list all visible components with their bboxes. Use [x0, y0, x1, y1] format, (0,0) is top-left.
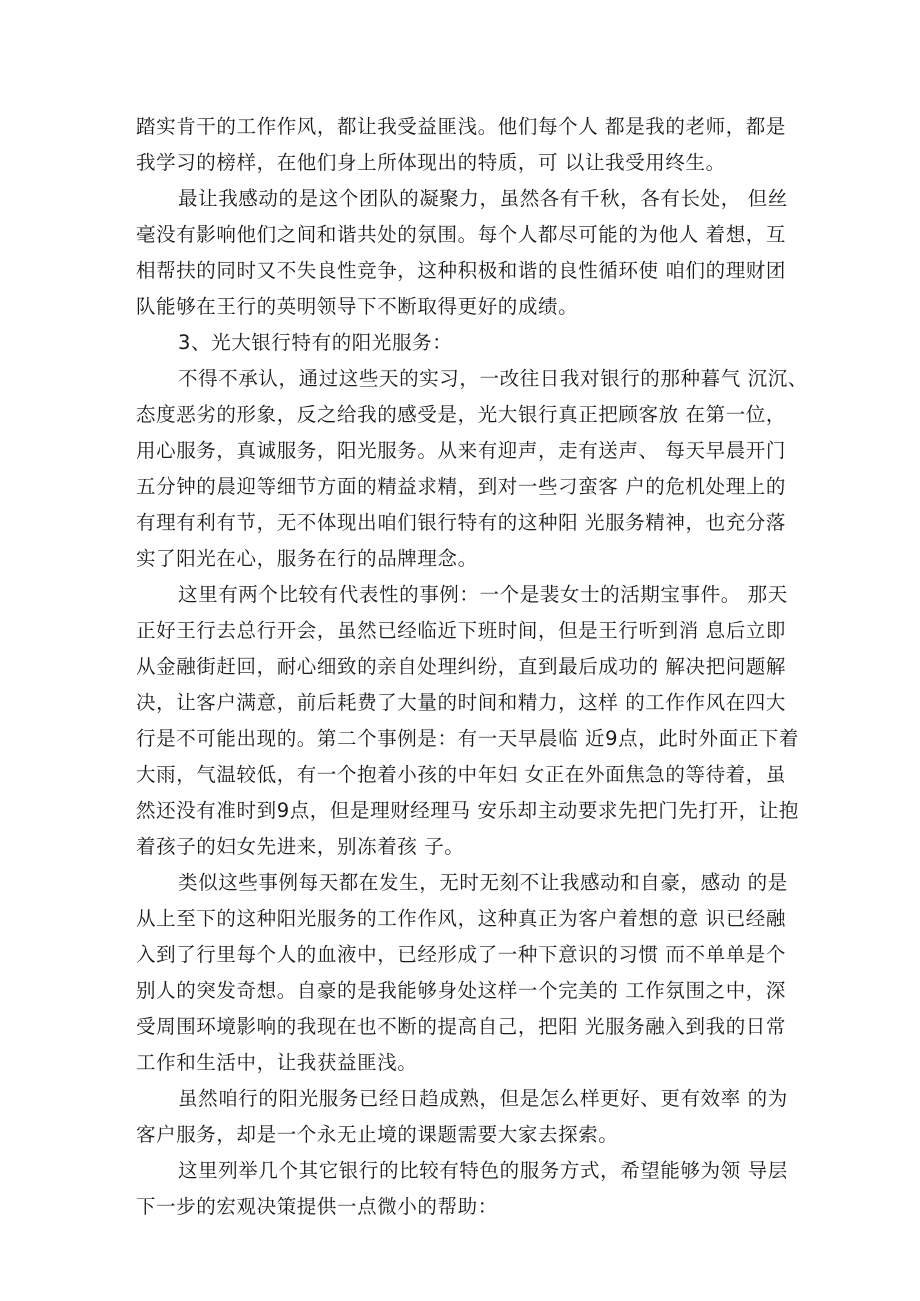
- text-line: 从金融街赶回，耐心细致的亲自处理纠纷，直到最后成功的 解决把问题解: [136, 655, 786, 678]
- text-line: 态度恶劣的形象，反之给我的感受是，光大银行真正把顾客放 在第一位，: [136, 403, 786, 426]
- text-line: 下一步的宏观决策提供一点微小的帮助：: [136, 1195, 498, 1218]
- text-line: 行是不可能出现的。第二个事例是：有一天早晨临 近9点，此时外面正下着: [136, 727, 800, 750]
- text-line: 入到了行里每个人的血液中，已经形成了一种下意识的习惯 而不单单是个: [136, 943, 786, 966]
- text-line: 五分钟的晨迎等细节方面的精益求精，到对一些刁蛮客 户的危机处理上的: [136, 475, 786, 498]
- text-line: 大雨，气温较低，有一个抱着小孩的中年妇 女正在外面焦急的等待着，虽: [136, 763, 786, 786]
- text-line: 工作和生活中，让我获益匪浅。: [136, 1051, 418, 1074]
- text-line: 不得不承认，通过这些天的实习，一改往日我对银行的那种暮气 沉沉、: [178, 367, 808, 390]
- text-line: 着孩子的妇女先进来，别冻着孩 子。: [136, 835, 465, 858]
- text-line: 相帮扶的同时又不失良性竞争，这种积极和谐的良性循环使 咱们的理财团: [136, 259, 786, 282]
- text-line: 类似这些事例每天都在发生，无时无刻不让我感动和自豪，感动 的是: [178, 871, 788, 894]
- text-line: 从上至下的这种阳光服务的工作作风，这种真正为客户着想的意 识已经融: [136, 907, 786, 930]
- text-line: 这里有两个比较有代表性的事例：一个是裴女士的活期宝事件。 那天: [178, 583, 788, 606]
- text-line: 踏实肯干的工作作风，都让我受益匪浅。他们每个人 都是我的老师，都是: [136, 115, 786, 138]
- text-line: 决，让客户满意，前后耗费了大量的时间和精力，这样 的工作作风在四大: [136, 691, 786, 714]
- text-line: 用心服务，真诚服务，阳光服务。从来有迎声，走有送声、 每天早晨开门: [136, 439, 786, 462]
- text-line: 我学习的榜样，在他们身上所体现出的特质，可 以让我受用终生。: [136, 151, 726, 174]
- text-line: 有理有利有节，无不体现出咱们银行特有的这种阳 光服务精神，也充分落: [136, 511, 786, 534]
- text-line: 正好王行去总行开会，虽然已经临近下班时间，但是王行听到消 息后立即: [136, 619, 786, 642]
- text-line: 毫没有影响他们之间和谐共处的氛围。每个人都尽可能的为他人 着想，互: [136, 223, 786, 246]
- text-line: 然还没有准时到9点，但是理财经理马 安乐却主动要求先把门先打开，让抱: [136, 799, 800, 822]
- text-line: 这里列举几个其它银行的比较有特色的服务方式，希望能够为领 导层: [178, 1159, 788, 1182]
- text-line: 客户服务，却是一个永无止境的课题需要大家去探索。: [136, 1123, 619, 1146]
- text-line: 虽然咱行的阳光服务已经日趋成熟，但是怎么样更好、更有效率 的为: [178, 1087, 788, 1110]
- text-line: 最让我感动的是这个团队的凝聚力，虽然各有千秋，各有长处， 但丝: [178, 187, 788, 210]
- text-line: 别人的突发奇想。自豪的是我能够身处这样一个完美的 工作氛围之中，深: [136, 979, 786, 1002]
- text-line: 受周围环境影响的我现在也不断的提高自己，把阳 光服务融入到我的日常: [136, 1015, 786, 1038]
- text-line: 队能够在王行的英明领导下不断取得更好的成绩。: [136, 295, 579, 318]
- text-line: 实了阳光在心，服务在行的品牌理念。: [136, 547, 478, 570]
- section-heading: 3、光大银行特有的阳光服务：: [178, 331, 453, 354]
